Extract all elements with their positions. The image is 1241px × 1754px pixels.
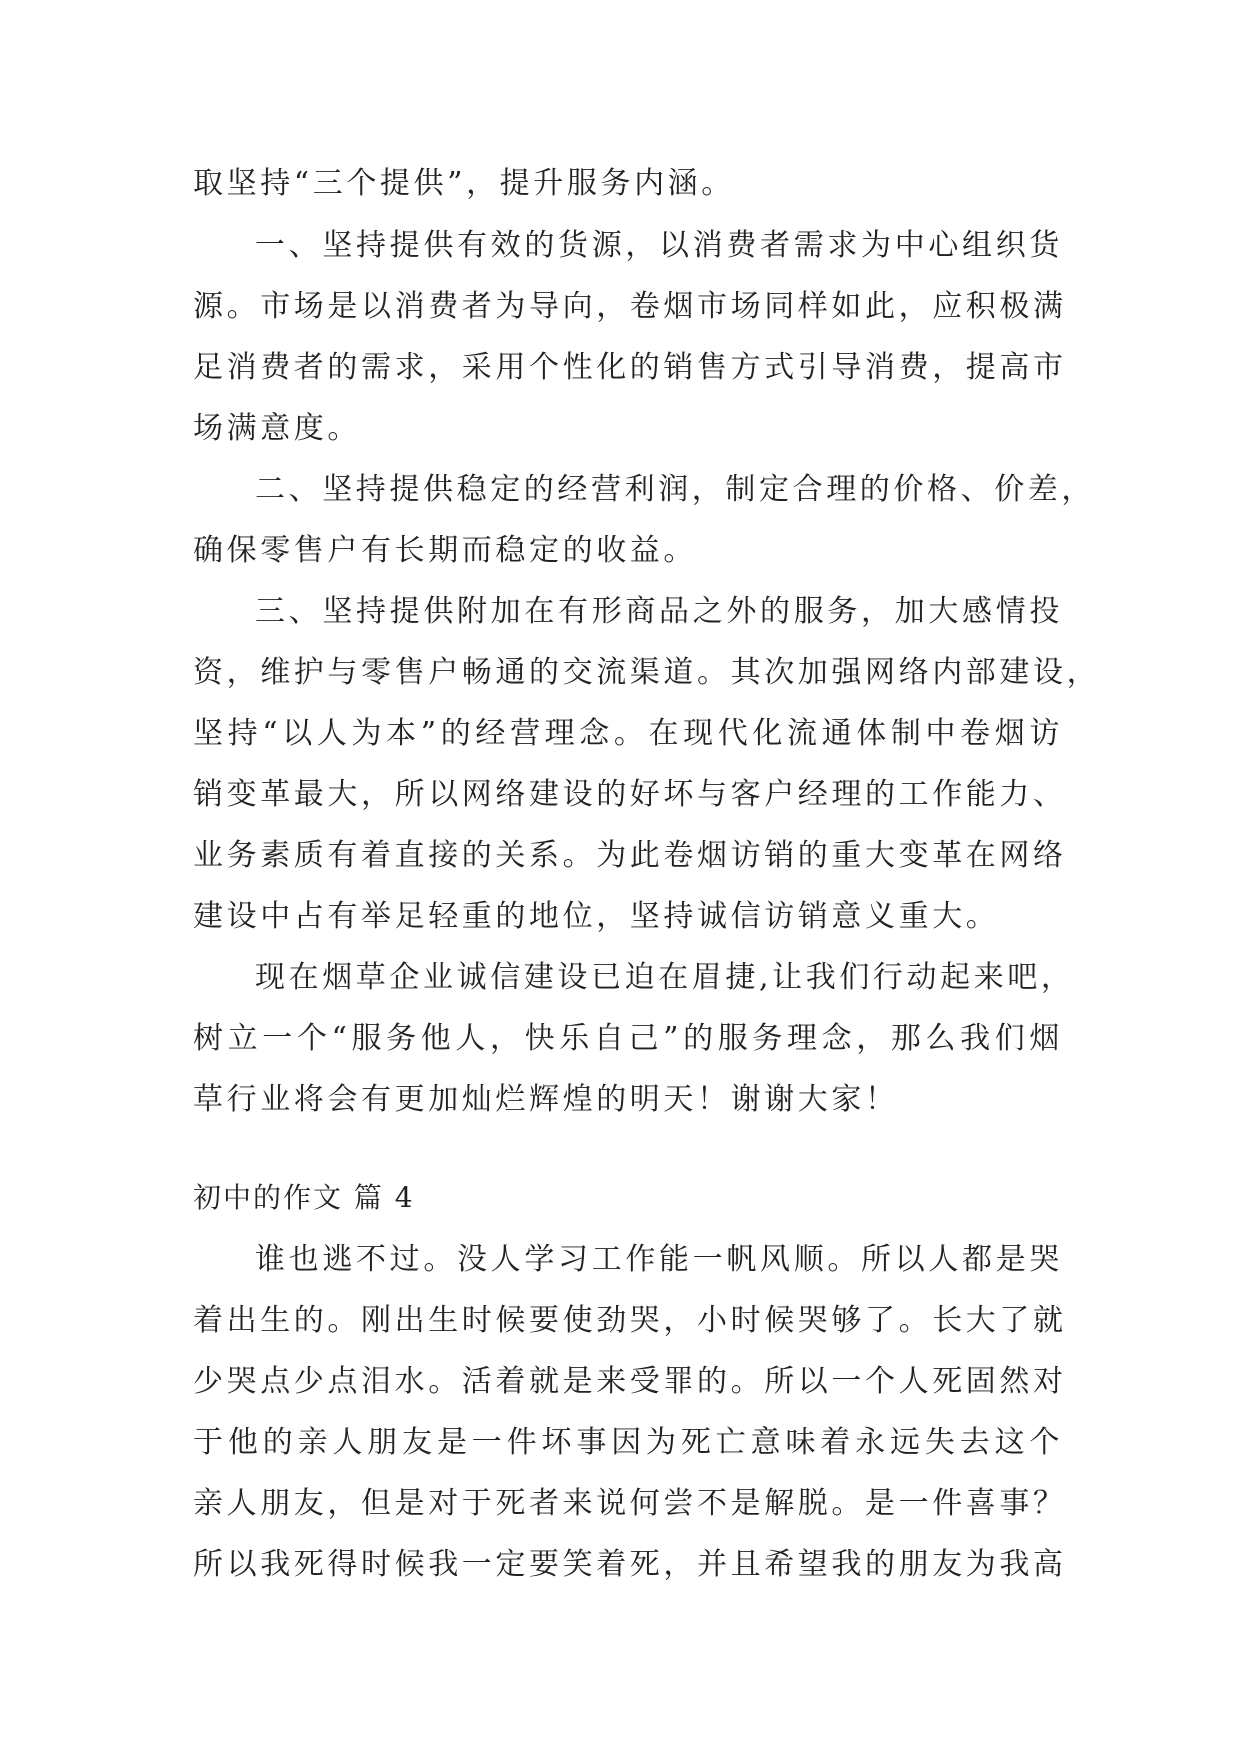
paragraph-line: 建设中占有举足轻重的地位，坚持诚信访销意义重大。 — [193, 899, 1000, 934]
paragraph-line: 所以我死得时候我一定要笑着死，并且希望我的朋友为我高 — [193, 1547, 1067, 1582]
section-heading: 初中的作文 篇 4 — [193, 1181, 415, 1214]
paragraph-line: 销变革最大，所以网络建设的好坏与客户经理的工作能力、 — [193, 777, 1067, 812]
paragraph-line: 于他的亲人朋友是一件坏事因为死亡意味着永远失去这个 — [193, 1425, 1063, 1460]
paragraph-line: 二、坚持提供稳定的经营利润，制定合理的价格、价差， — [255, 472, 1095, 507]
paragraph-line: 确保零售户有长期而稳定的收益。 — [193, 533, 697, 568]
paragraph-line: 现在烟草企业诚信建设已迫在眉捷,让我们行动起来吧， — [255, 960, 1075, 995]
paragraph-line: 场满意度。 — [193, 411, 361, 446]
paragraph-line: 资，维护与零售户畅通的交流渠道。其次加强网络内部建设， — [193, 655, 1101, 690]
paragraph-line: 亲人朋友，但是对于死者来说何尝不是解脱。是一件喜事？ — [193, 1486, 1067, 1521]
paragraph-line: 三、坚持提供附加在有形商品之外的服务，加大感情投 — [255, 594, 1063, 629]
paragraph-line: 坚持“以人为本”的经营理念。在现代化流通体制中卷烟访 — [193, 716, 1063, 751]
paragraph-line: 少哭点少点泪水。活着就是来受罪的。所以一个人死固然对 — [193, 1364, 1067, 1399]
paragraph-line: 草行业将会有更加灿烂辉煌的明天！谢谢大家！ — [193, 1082, 899, 1117]
paragraph-line: 足消费者的需求，采用个性化的销售方式引导消费，提高市 — [193, 350, 1067, 385]
paragraph-line: 业务素质有着直接的关系。为此卷烟访销的重大变革在网络 — [193, 838, 1067, 873]
paragraph-line: 一、坚持提供有效的货源，以消费者需求为中心组织货 — [255, 228, 1063, 263]
paragraph-line: 树立一个“服务他人，快乐自己”的服务理念，那么我们烟 — [193, 1021, 1063, 1056]
paragraph-line: 取坚持“三个提供”，提升服务内涵。 — [193, 166, 735, 201]
paragraph-line: 谁也逃不过。没人学习工作能一帆风顺。所以人都是哭 — [255, 1242, 1063, 1277]
paragraph-line: 着出生的。刚出生时候要使劲哭，小时候哭够了。长大了就 — [193, 1303, 1067, 1338]
paragraph-line: 源。市场是以消费者为导向，卷烟市场同样如此，应积极满 — [193, 289, 1067, 324]
